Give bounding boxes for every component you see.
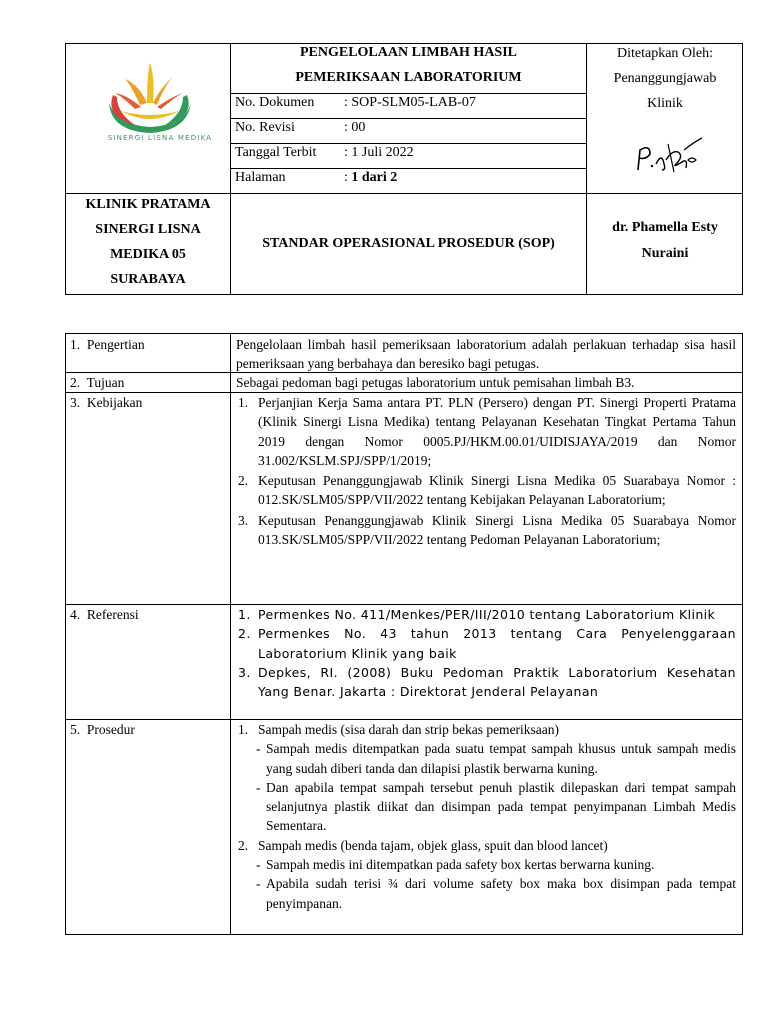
- signature: [628, 130, 708, 180]
- doctor-name: [587, 215, 743, 267]
- section-label-pengertian: 1. Pengertian: [70, 337, 145, 352]
- clinic-line-4: SURABAYA: [110, 272, 186, 287]
- item-number: 1.: [238, 395, 249, 410]
- sub-item-text: Apabila sudah terisi ¾ dari volume safety box maka box disimpan pada tempat penyimpanan.: [266, 876, 736, 911]
- meta-value: [344, 170, 397, 186]
- item-number: 2.: [238, 473, 249, 489]
- list-item: [236, 471, 736, 510]
- meta-label: Halaman: [235, 170, 286, 185]
- sub-item: [236, 778, 736, 836]
- dash-bullet: -: [256, 741, 261, 757]
- section-label-prosedur: 5. Prosedur: [70, 722, 135, 737]
- meta-label: No. Dokumen: [235, 95, 315, 110]
- logo-text: SINERGI LISNA MEDIKA: [107, 134, 213, 142]
- meta-value: : SOP-SLM05-LAB-07: [344, 95, 476, 110]
- approval-block: [587, 41, 743, 116]
- item-text: Sampah medis (sisa darah dan strip bekas pemeriksaan): [258, 722, 560, 737]
- item-number: 3.: [238, 512, 249, 528]
- list-item: [236, 663, 736, 702]
- item-number: 3.: [238, 664, 251, 680]
- list-item: [236, 605, 736, 624]
- list-item: [236, 393, 736, 470]
- meta-value-prefix: :: [344, 170, 352, 185]
- meta-row-document: [231, 95, 586, 117]
- title-line-2: PEMERIKSAAN LABORATORIUM: [295, 70, 522, 85]
- header-divider: [230, 168, 586, 169]
- meta-row-revision: [231, 120, 586, 142]
- header-divider: [230, 143, 586, 144]
- sub-item-text: Sampah medis ditempatkan pada suatu tempat sampah khusus untuk sampah medis yang sudah diberi tanda dan dilapisi plastik berwarna kuning.: [266, 741, 736, 776]
- sub-item: [236, 855, 736, 874]
- document-title: [231, 40, 586, 90]
- meta-value: : 1 Juli 2022: [344, 145, 414, 160]
- kebijakan-list: [236, 393, 736, 549]
- page-count: 1 dari 2: [351, 170, 398, 185]
- list-item: [236, 511, 736, 550]
- sub-item-text: Dan apabila tempat sampah tersebut penuh plastik dilepaskan dari tempat sampah selanjutnya plastik diikat dan disimpan pada tempat penyimpanan Limbah Medis Sementara.: [266, 779, 736, 834]
- dash-bullet: -: [256, 876, 261, 892]
- content-divider: [230, 333, 231, 935]
- item-text: Permenkes No. 411/Menkes/PER/III/2010 tentang Laboratorium Klinik: [258, 607, 716, 622]
- section-label-kebijakan: 3. Kebijakan: [70, 395, 143, 410]
- title-line-1: PENGELOLAAN LIMBAH HASIL: [299, 45, 518, 60]
- sop-title: STANDAR OPERASIONAL PROSEDUR (SOP): [262, 236, 555, 251]
- section-label-referensi: 4. Referensi: [70, 607, 139, 622]
- doctor-line-1: dr. Phamella Esty: [612, 220, 718, 235]
- header-divider: [230, 118, 586, 119]
- list-item: [236, 836, 736, 855]
- section-label-tujuan: 2. Tujuan: [70, 375, 125, 390]
- item-text: Permenkes No. 43 tahun 2013 tentang Cara Penyelenggaraan Laboratorium Klinik yang baik: [258, 626, 736, 661]
- prosedur-list: [236, 720, 736, 913]
- meta-row-date: [231, 145, 586, 167]
- meta-label: Tanggal Terbit: [235, 145, 317, 160]
- dash-bullet: -: [256, 857, 261, 873]
- item-text: Keputusan Penanggungjawab Klinik Sinergi Lisna Medika 05 Suarabaya Nomor 013.SK/SLM05/SPP/VII/2022 tentang Pedoman Pelayanan Laboratorium;: [258, 512, 736, 548]
- list-item: [236, 720, 736, 739]
- signature-icon: [628, 130, 708, 180]
- item-number: 2.: [238, 626, 251, 642]
- meta-row-page: [231, 170, 586, 192]
- pengertian-text: Pengelolaan limbah hasil pemeriksaan laboratorium adalah perlakuan terhadap sisa hasil pemeriksaan yang berbahaya dan beresiko bagi petugas.: [236, 337, 736, 372]
- clinic-line-1: KLINIK PRATAMA: [85, 197, 211, 212]
- clinic-line-2: SINERGI LISNA: [95, 222, 201, 237]
- clinic-line-3: MEDIKA 05: [110, 247, 186, 262]
- meta-value: : 00: [344, 120, 366, 135]
- item-text: Keputusan Penanggungjawab Klinik Sinergi Lisna Medika 05 Suarabaya Nomor : 012.SK/SLM05/SPP/VII/2022 tentang Kebijakan Pelayanan Laboratorium;: [258, 473, 736, 508]
- item-number: 1.: [238, 722, 249, 737]
- sub-item-text: Sampah medis ini ditempatkan pada safety box kertas berwarna kuning.: [266, 857, 655, 873]
- approval-line-3: Klinik: [647, 96, 683, 111]
- sub-item: [236, 739, 736, 778]
- clinic-name: [66, 192, 230, 292]
- list-item: [236, 624, 736, 663]
- item-text: Sampah medis (benda tajam, objek glass, spuit dan blood lancet): [258, 837, 608, 853]
- clinic-logo: [95, 55, 225, 150]
- item-text: Perjanjian Kerja Sama antara PT. PLN (Persero) dengan PT. Sinergi Properti Pratama (Klinik Sinergi Lisna Medika) tentang Pelayanan Kesehatan Tingkat Pertama Tahun 2019 dengan Nomor 0005.PJ/HKM.00.01/UIDISJAYA/2019 dan Nomor 31.002/KSLM.SPJ/SPP/1/2019;: [258, 395, 736, 468]
- approval-line-2: Penanggungjawab: [613, 71, 717, 86]
- approval-line-1: Ditetapkan Oleh:: [616, 46, 714, 61]
- item-number: 1.: [238, 607, 251, 622]
- referensi-list: [236, 605, 736, 701]
- header-divider: [230, 93, 586, 94]
- doctor-line-2: Nuraini: [641, 246, 689, 261]
- tujuan-text: Sebagai pedoman bagi petugas laboratorium untuk pemisahan limbah B3.: [236, 375, 635, 390]
- sub-item: [236, 874, 736, 913]
- item-text: Depkes, RI. (2008) Buku Pedoman Praktik Laboratorium Kesehatan Yang Benar. Jakarta : Direktorat Jenderal Pelayanan: [258, 664, 736, 700]
- item-number: 2.: [238, 837, 249, 853]
- dash-bullet: -: [256, 779, 261, 795]
- meta-label: No. Revisi: [235, 120, 295, 135]
